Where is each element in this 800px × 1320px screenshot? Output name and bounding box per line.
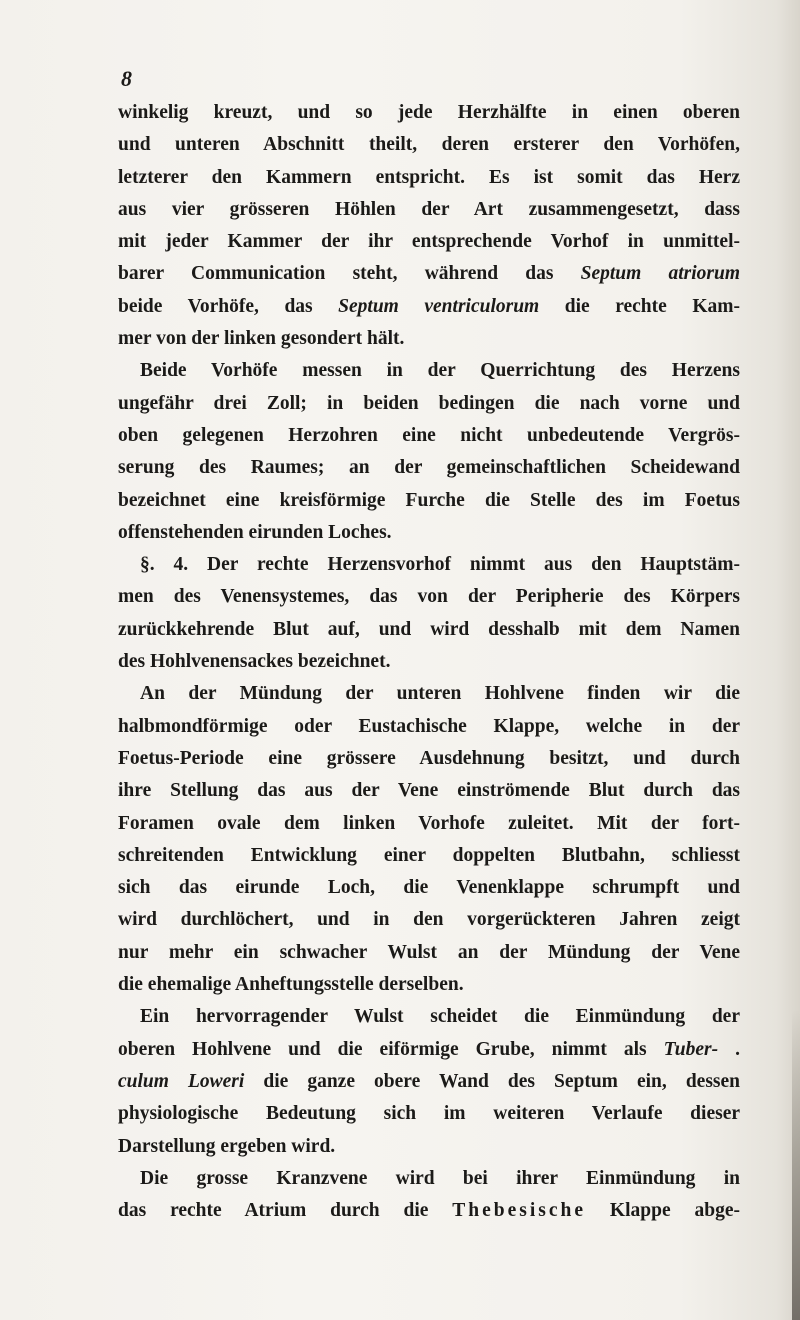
text-line: aus vier grösseren Höhlen der Art zusammengesetzt, dass bbox=[118, 198, 740, 220]
text-line: An der Mündung der unteren Hohlvene finden wir die bbox=[140, 683, 740, 705]
text-run: beide Vorhöfe, das bbox=[118, 295, 339, 317]
italic-term: Tuber- bbox=[663, 1038, 719, 1060]
text-line bbox=[118, 291, 740, 323]
text-line: Foramen ovale dem linken Vorhofe zuleitet. Mit der fort- bbox=[118, 812, 740, 834]
text-line: halbmondförmige oder Eustachische Klappe, welche in der bbox=[118, 715, 740, 737]
text-line: mer von der linken gesondert hält. bbox=[118, 328, 405, 350]
text-line: serung des Raumes; an der gemeinschaftlichen Scheidewand bbox=[118, 457, 740, 479]
italic-term: culum Loweri bbox=[118, 1070, 245, 1092]
text-run: . bbox=[718, 1038, 741, 1060]
page-number: 8 bbox=[121, 66, 132, 91]
text-line: ungefähr drei Zoll; in beiden bedingen die nach vorne und bbox=[118, 392, 740, 414]
page-edge-shadow bbox=[792, 1010, 800, 1320]
text-line: mit jeder Kammer der ihr entsprechende Vorhof in unmittel- bbox=[118, 231, 740, 253]
text-line: offenstehenden eirunden Loches. bbox=[118, 521, 392, 543]
text-run: die ganze obere Wand des Septum ein, dessen bbox=[244, 1070, 740, 1092]
text-run: Klappe abge- bbox=[586, 1200, 740, 1222]
text-line bbox=[118, 258, 740, 290]
text-line: men des Venensystemes, das von der Peripherie des Körpers bbox=[118, 586, 740, 608]
text-line: bezeichnet eine kreisförmige Furche die Stelle des im Foetus bbox=[118, 489, 740, 511]
text-line: schreitenden Entwicklung einer doppelten Blutbahn, schliesst bbox=[118, 844, 740, 866]
text-line: oben gelegenen Herzohren eine nicht unbedeutende Vergrös- bbox=[118, 424, 740, 446]
text-line bbox=[118, 1034, 740, 1066]
text-line: Darstellung ergeben wird. bbox=[118, 1135, 336, 1157]
text-run: die rechte Kam- bbox=[539, 295, 740, 317]
text-line: letzterer den Kammern entspricht. Es ist somit das Herz bbox=[118, 166, 740, 188]
text-line: winkelig kreuzt, und so jede Herzhälfte in einen oberen bbox=[118, 102, 740, 123]
text-line: zurückkehrende Blut auf, und wird desshalb mit dem Namen bbox=[118, 618, 740, 640]
text-line: des Hohlvenensackes bezeichnet. bbox=[118, 651, 391, 673]
text-line: und unteren Abschnitt theilt, deren ersterer den Vorhöfen, bbox=[118, 134, 740, 156]
text-line: physiologische Bedeutung sich im weiteren Verlaufe dieser bbox=[118, 1103, 740, 1125]
text-line: Ein hervorragender Wulst scheidet die Einmündung der bbox=[140, 1006, 740, 1028]
text-line: die ehemalige Anheftungsstelle derselben. bbox=[118, 974, 464, 996]
text-run: oberen Hohlvene und die eiförmige Grube, nimmt als bbox=[118, 1038, 664, 1060]
text-line: §. 4. Der rechte Herzensvorhof nimmt aus den Hauptstäm- bbox=[140, 554, 740, 576]
text-line: wird durchlöchert, und in den vorgerückteren Jahren zeigt bbox=[118, 909, 740, 931]
text-line: Beide Vorhöfe messen in der Querrichtung des Herzens bbox=[140, 360, 740, 382]
text-line: sich das eirunde Loch, die Venenklappe schrumpft und bbox=[118, 877, 740, 899]
text-line bbox=[118, 1195, 740, 1227]
body-text bbox=[118, 97, 740, 1227]
text-run: das rechte Atrium durch die bbox=[118, 1200, 453, 1222]
italic-term: Septum atriorum bbox=[580, 263, 740, 285]
italic-term: Septum ventriculorum bbox=[338, 295, 540, 317]
text-line bbox=[118, 1066, 740, 1098]
text-line: nur mehr ein schwacher Wulst an der Mündung der Vene bbox=[118, 941, 740, 963]
spaced-name: Thebesische bbox=[452, 1200, 587, 1222]
text-run: barer Communication steht, während das bbox=[118, 263, 581, 285]
text-line: Die grosse Kranzvene wird bei ihrer Einmündung in bbox=[140, 1167, 740, 1189]
text-line: Foetus-Periode eine grössere Ausdehnung besitzt, und durch bbox=[118, 747, 740, 769]
text-line: ihre Stellung das aus der Vene einströmende Blut durch das bbox=[118, 780, 740, 802]
